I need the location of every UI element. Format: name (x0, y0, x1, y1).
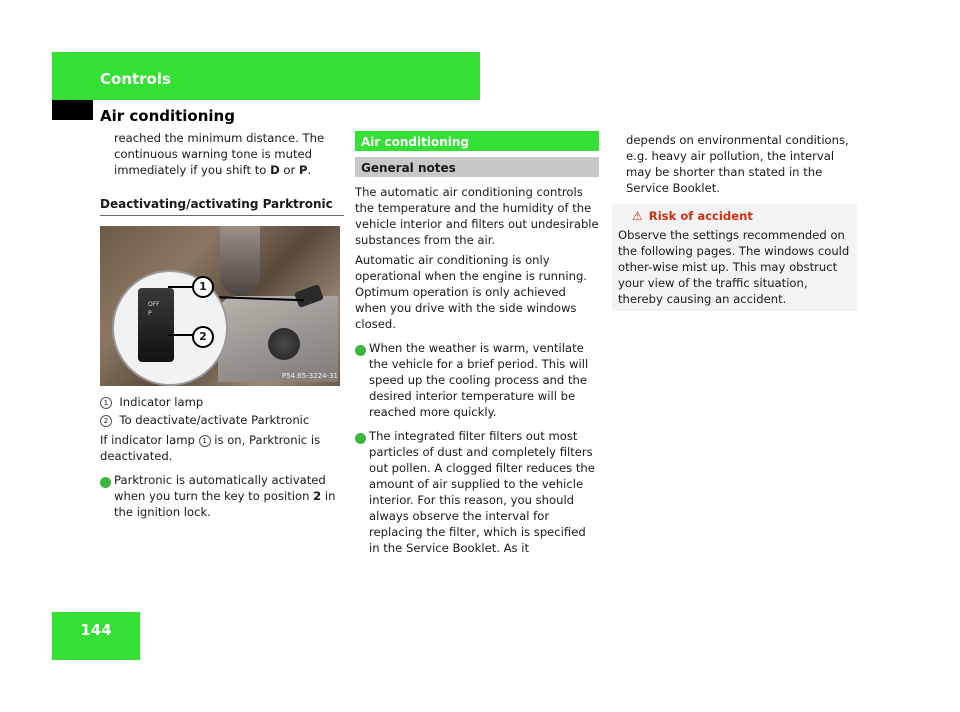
column-1 (96, 130, 344, 520)
continued-paragraph: depends on environmental conditions, e.g. heavy air pollution, the interval may be shorter than stated in the Service Booklet. (626, 133, 849, 195)
info-note-1: i When the weather is warm, ventilate the vehicle for a brief period. This will speed up the cooling process and the desired interior temperature will be reached more quickly. (351, 341, 589, 419)
info-note-2: i The integrated filter filters out most particles of dust and completely filters out pollen. A clogged filter reduces the amount of air supplied to the vehicle interior. For this reason, you should always observe the interval for replacing the filter, which is specified in the Service Booklet. As it (351, 429, 595, 555)
photo-code: P54.65-3224-31 (281, 372, 338, 380)
info-icon: i (100, 477, 111, 488)
paragraph-2: Automatic air conditioning is only operational when the engine is running. Optimum operation is only achieved when you drive with the side windows closed. (355, 253, 587, 331)
callout-1: 1 (192, 276, 214, 298)
page-number: 144 (80, 621, 112, 639)
legend-item-1: 1 Indicator lamp (100, 394, 344, 410)
control-knob (268, 328, 300, 360)
callout-2-line (168, 334, 194, 336)
page-number-box (52, 612, 140, 660)
section-title: Controls (100, 70, 171, 88)
intro-paragraph: reached the minimum distance. The continuous warning tone is muted immediately if you shift to D or P. (114, 131, 325, 177)
warning-title: ⚠ Risk of accident (632, 209, 753, 223)
parktronic-subhead: Deactivating/activating Parktronic (100, 196, 344, 216)
air-conditioning-heading: Air conditioning (355, 131, 599, 151)
info-icon: i (355, 345, 366, 356)
info-note: i Parktronic is automatically activated when you turn the key to position 2 in the ignition lock. (96, 473, 336, 519)
column-2 (351, 131, 599, 556)
parktronic-photo (100, 226, 340, 386)
warning-box (612, 204, 857, 311)
warning-triangle-icon: ⚠ (632, 209, 643, 223)
info-icon: i (355, 433, 366, 444)
button-label: OFF P (148, 301, 160, 317)
callout-2: 2 (192, 326, 214, 348)
warning-text: Observe the settings recommended on the following pages. The windows could other-wise mist up. This may obstruct your view of the traffic situation, thereby causing an accident. (618, 228, 850, 306)
chapter-title: Air conditioning (100, 107, 235, 125)
gear-shifter (220, 226, 260, 296)
header-black-tab (52, 100, 93, 120)
callout-1-line (168, 286, 194, 288)
paragraph-1: The automatic air conditioning controls the temperature and the humidity of the vehicle interior and filters out undesirable substances from the air. (355, 185, 599, 247)
general-notes-heading: General notes (355, 157, 599, 177)
legend-item-2: 2 To deactivate/activate Parktronic (100, 412, 344, 428)
column-3 (612, 132, 857, 311)
lamp-paragraph: If indicator lamp 1 is on, Parktronic is deactivated. (100, 433, 321, 463)
